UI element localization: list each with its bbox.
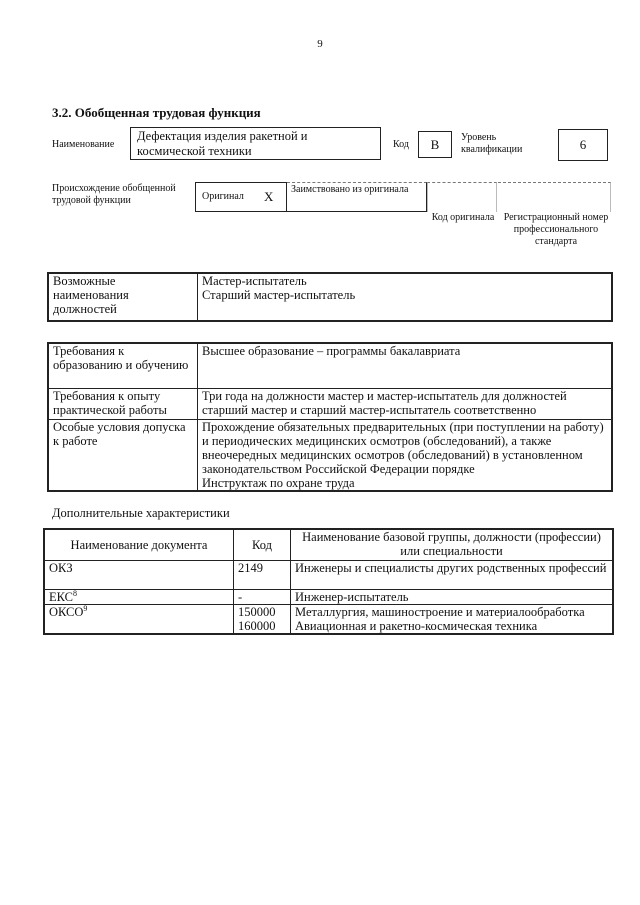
doc-cell: [44, 605, 234, 635]
positions-label: Возможные наименования должностей: [48, 273, 198, 321]
req-value: Три года на должности мастер и мастер-испытатель для должностей старший мастер и старший мастер-испытатель соответственно: [198, 389, 613, 420]
table-row: [44, 561, 613, 590]
group-name-line: Металлургия, машиностроение и материалообработка: [295, 605, 585, 619]
name-label: Наименование: [52, 139, 115, 150]
table-row: [44, 590, 613, 605]
additional-caption: Дополнительные характеристики: [52, 506, 230, 520]
req-value-line: Прохождение обязательных предварительных (при поступлении на работу) и периодических медицинских осмотров (обследований), а также внеочередных медицинских осмотров (обследований) в установленном законодательством Российской Федерации порядке: [202, 420, 604, 476]
doc-name: ЕКС: [49, 590, 73, 604]
borrowed-label: Заимствовано из оригинала: [291, 184, 409, 195]
additional-table: [43, 528, 614, 635]
group-name-cell: [291, 605, 614, 635]
code-line: 160000: [238, 619, 276, 633]
original-mark: X: [264, 189, 274, 204]
page-number: 9: [317, 38, 323, 50]
level-value: 6: [558, 129, 608, 161]
doc-name: ОКЗ: [49, 561, 73, 575]
code-cell: 2149: [234, 561, 291, 590]
origin-reg-cell: [498, 182, 611, 212]
code-label: Код: [393, 139, 409, 150]
col-header-name: Наименование базовой группы, должности (профессии) или специальности: [291, 529, 614, 561]
original-label: Оригинал: [202, 191, 244, 202]
position-item: Старший мастер-испытатель: [202, 288, 356, 302]
group-name-line: Авиационная и ракетно-космическая техника: [295, 619, 538, 633]
code-line: 150000: [238, 605, 276, 619]
table-row: [44, 605, 613, 635]
req-label: Особые условия допуска к работе: [48, 420, 198, 492]
col-header-code: Код: [234, 529, 291, 561]
requirements-table: [47, 342, 613, 492]
level-label: Уровень квалификации: [461, 132, 523, 155]
doc-cell: [44, 561, 234, 590]
position-item: Мастер-испытатель: [202, 274, 307, 288]
req-value-line: Инструктаж по охране труда: [202, 476, 355, 490]
origin-label: Происхождение обобщенной трудовой функции: [52, 183, 176, 206]
col-header-doc: Наименование документа: [44, 529, 234, 561]
origin-code-cell: [427, 182, 497, 212]
section-title: 3.2. Обобщенная трудовая функция: [52, 105, 261, 120]
name-value: Дефектация изделия ракетной и космической техники: [130, 127, 381, 160]
footnote-ref: 9: [83, 603, 88, 613]
code-value: В: [418, 131, 452, 158]
req-label: Требования к образованию и обучению: [48, 343, 198, 389]
footnote-ref: 8: [73, 588, 77, 598]
origin-borrowed-cell: [287, 182, 427, 212]
origin-reg-caption: Регистрационный номер профессионального стандарта: [503, 212, 609, 247]
code-cell: [234, 605, 291, 635]
group-name-cell: Инженеры и специалисты других родственных профессий: [291, 561, 614, 590]
doc-name: ОКСО: [49, 605, 84, 619]
origin-table: [195, 182, 611, 212]
code-cell: -: [234, 590, 291, 605]
req-label: Требования к опыту практической работы: [48, 389, 198, 420]
req-value: [198, 420, 613, 492]
positions-table: [47, 272, 613, 322]
positions-values: [198, 273, 613, 321]
origin-original-cell: [195, 182, 287, 212]
req-value: Высшее образование – программы бакалавриата: [198, 343, 613, 389]
origin-code-caption: Код оригинала: [431, 212, 495, 223]
doc-cell: [44, 590, 234, 605]
group-name-cell: Инженер-испытатель: [291, 590, 614, 605]
